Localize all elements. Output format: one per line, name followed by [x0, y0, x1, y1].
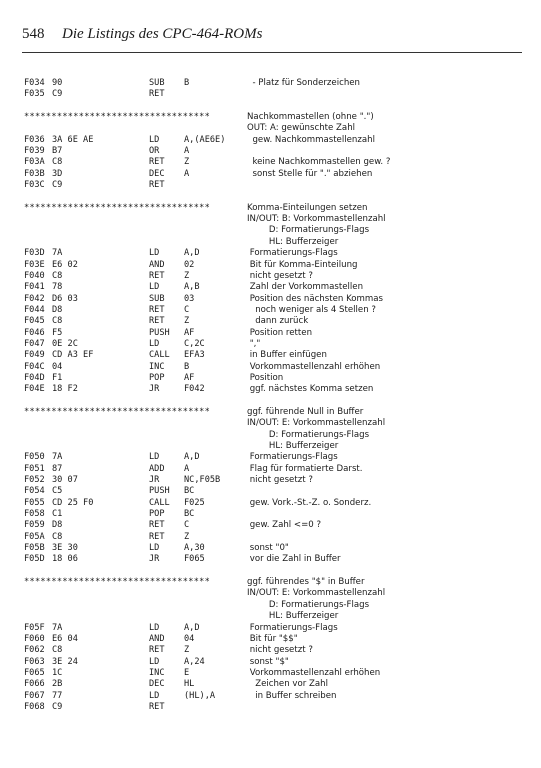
opcode-bytes: C5 [52, 486, 63, 497]
address: F05B [24, 543, 45, 554]
mnemonic: LD [149, 282, 160, 293]
comment: D: Formatierungs-Flags [247, 225, 370, 236]
mnemonic: JR [149, 475, 160, 486]
code-line [24, 78, 524, 89]
operand: 02 [184, 259, 195, 270]
mnemonic: JR [149, 554, 160, 565]
code-line [24, 657, 524, 668]
operand: AF [184, 327, 195, 338]
opcode-bytes: CD 25 F0 [52, 497, 94, 508]
code-line [24, 169, 524, 180]
mnemonic: DEC [149, 168, 165, 179]
comment: Formatierungs-Flags [247, 248, 338, 259]
address: F049 [24, 350, 45, 361]
operand: Z [184, 316, 190, 327]
blank-line [24, 566, 524, 577]
operand: Z [184, 531, 190, 542]
code-line [24, 271, 524, 282]
comment: in Buffer schreiben [247, 690, 337, 701]
opcode-bytes: C8 [52, 531, 63, 542]
mnemonic: LD [149, 622, 160, 633]
comment: Formatierungs-Flags [247, 622, 338, 633]
operand: C [184, 304, 190, 315]
operand: A,D [184, 622, 200, 633]
address: F050 [24, 452, 45, 463]
address: F05D [24, 554, 45, 565]
address: F03A [24, 157, 45, 168]
mnemonic: RET [149, 157, 165, 168]
address: F03D [24, 248, 45, 259]
opcode-bytes: CD A3 EF [52, 350, 94, 361]
page-number: 548 [22, 26, 45, 42]
operand: B [184, 78, 190, 88]
address: F04D [24, 372, 45, 383]
mnemonic: ADD [149, 463, 165, 474]
code-line [24, 588, 524, 599]
comment: Bit für Komma-Einteilung [247, 259, 358, 270]
code-line [24, 123, 524, 134]
comment: OUT: A: gewünschte Zahl [247, 123, 356, 134]
code-line [24, 418, 524, 429]
comment: in Buffer einfügen [247, 350, 327, 361]
opcode-bytes: C1 [52, 509, 63, 520]
code-line [24, 520, 524, 531]
opcode-bytes: 78 [52, 282, 63, 293]
address: F03E [24, 259, 45, 270]
mnemonic: JR [149, 384, 160, 395]
code-line [24, 328, 524, 339]
separator-line [24, 112, 524, 123]
comment: - Platz für Sonderzeichen [247, 78, 361, 88]
code-line [24, 611, 524, 622]
star-separator: ********************************** [24, 577, 211, 588]
operand: A,D [184, 452, 200, 463]
code-line [24, 430, 524, 441]
code-line [24, 691, 524, 702]
mnemonic: RET [149, 304, 165, 315]
address: F036 [24, 134, 45, 145]
mnemonic: PUSH [149, 486, 170, 497]
mnemonic: LD [149, 452, 160, 463]
opcode-bytes: 30 07 [52, 475, 78, 486]
address: F035 [24, 89, 45, 100]
code-line [24, 305, 524, 316]
comment: IN/OUT: E: Vorkommastellenzahl [247, 418, 386, 429]
opcode-bytes: C9 [52, 180, 63, 191]
comment: D: Formatierungs-Flags [247, 429, 370, 440]
opcode-bytes: D6 03 [52, 293, 78, 304]
comment: D: Formatierungs-Flags [247, 599, 370, 610]
comment: Bit für "$$" [247, 633, 298, 644]
comment: IN/OUT: B: Vorkommastellenzahl [247, 214, 386, 225]
comment: Flag für formatierte Darst. [247, 463, 363, 474]
operand: A,B [184, 282, 200, 293]
code-line [24, 260, 524, 271]
opcode-bytes: C8 [52, 316, 63, 327]
address: F047 [24, 338, 45, 349]
opcode-bytes: 2B [52, 679, 63, 690]
address: F055 [24, 497, 45, 508]
operand: A,D [184, 248, 200, 259]
operand: Z [184, 270, 190, 281]
opcode-bytes: D8 [52, 520, 63, 531]
comment: Vorkommastellenzahl erhöhen [247, 667, 381, 678]
code-line [24, 248, 524, 259]
address: F054 [24, 486, 45, 497]
address: F067 [24, 690, 45, 701]
mnemonic: RET [149, 645, 165, 656]
operand: A,24 [184, 656, 205, 667]
address: F059 [24, 520, 45, 531]
mnemonic: LD [149, 134, 160, 145]
operand: F042 [184, 384, 205, 395]
code-line [24, 237, 524, 248]
section-heading: ggf. führende Null in Buffer [247, 406, 364, 417]
comment: Zahl der Vorkommastellen [247, 282, 364, 293]
opcode-bytes: F1 [52, 372, 63, 383]
comment: gew. Zahl <=0 ? [247, 520, 322, 531]
opcode-bytes: 87 [52, 463, 63, 474]
mnemonic: CALL [149, 350, 170, 361]
operand: C,2C [184, 338, 205, 349]
address: F062 [24, 645, 45, 656]
mnemonic: INC [149, 361, 165, 372]
section-heading: ggf. führendes "$" in Buffer [247, 577, 365, 588]
comment: sonst Stelle für "." abziehen [247, 168, 373, 179]
mnemonic: RET [149, 316, 165, 327]
opcode-bytes: D8 [52, 304, 63, 315]
mnemonic: CALL [149, 497, 170, 508]
operand: E [184, 667, 190, 678]
code-line [24, 498, 524, 509]
code-line [24, 452, 524, 463]
address: F03C [24, 180, 45, 191]
opcode-bytes: C8 [52, 645, 63, 656]
address: F039 [24, 146, 45, 157]
comment: noch weniger als 4 Stellen ? [247, 304, 376, 315]
star-separator: ********************************** [24, 406, 211, 417]
address: F051 [24, 463, 45, 474]
code-line [24, 554, 524, 565]
code-line [24, 441, 524, 452]
operand: B [184, 361, 190, 372]
code-line [24, 475, 524, 486]
mnemonic: OR [149, 146, 160, 157]
page-header [22, 26, 521, 48]
code-line [24, 384, 524, 395]
opcode-bytes: 3E 30 [52, 543, 78, 554]
comment: IN/OUT: E: Vorkommastellenzahl [247, 588, 386, 599]
mnemonic: RET [149, 520, 165, 531]
operand: BC [184, 509, 195, 520]
address: F04C [24, 361, 45, 372]
opcode-bytes: 18 F2 [52, 384, 78, 395]
code-line [24, 634, 524, 645]
separator-line [24, 577, 524, 588]
opcode-bytes: 7A [52, 622, 63, 633]
opcode-bytes: C9 [52, 701, 63, 712]
address: F058 [24, 509, 45, 520]
opcode-bytes: 3E 24 [52, 656, 78, 667]
operand: A [184, 168, 190, 179]
opcode-bytes: B7 [52, 146, 63, 157]
mnemonic: LD [149, 248, 160, 259]
address: F045 [24, 316, 45, 327]
opcode-bytes: 7A [52, 248, 63, 259]
comment: nicht gesetzt ? [247, 270, 313, 281]
code-line [24, 225, 524, 236]
opcode-bytes: 0E 2C [52, 338, 78, 349]
code-line [24, 89, 524, 100]
code-line [24, 645, 524, 656]
opcode-bytes: 90 [52, 78, 63, 88]
code-line [24, 214, 524, 225]
star-separator: ********************************** [24, 202, 211, 213]
code-line [24, 623, 524, 634]
comment: dann zurück [247, 316, 309, 327]
operand: 04 [184, 633, 195, 644]
comment: nicht gesetzt ? [247, 645, 313, 656]
code-line [24, 339, 524, 350]
code-line [24, 464, 524, 475]
mnemonic: POP [149, 509, 165, 520]
code-line [24, 350, 524, 361]
mnemonic: RET [149, 180, 165, 191]
address: F05F [24, 622, 45, 633]
address: F065 [24, 667, 45, 678]
opcode-bytes: 04 [52, 361, 63, 372]
code-line [24, 362, 524, 373]
address: F03B [24, 168, 45, 179]
comment: Position des nächsten Kommas [247, 293, 384, 304]
mnemonic: AND [149, 633, 165, 644]
running-title: Die Listings des CPC-464-ROMs [62, 26, 263, 42]
code-line [24, 532, 524, 543]
code-line [24, 282, 524, 293]
mnemonic: RET [149, 270, 165, 281]
comment: gew. Nachkommastellenzahl [247, 134, 375, 145]
address: F044 [24, 304, 45, 315]
address: F060 [24, 633, 45, 644]
comment: HL: Bufferzeiger [247, 611, 339, 622]
comment: Position retten [247, 327, 313, 338]
blank-line [24, 396, 524, 407]
code-line [24, 135, 524, 146]
mnemonic: LD [149, 543, 160, 554]
operand: F065 [184, 554, 205, 565]
comment: Formatierungs-Flags [247, 452, 338, 463]
address: F034 [24, 78, 45, 88]
address: F046 [24, 327, 45, 338]
address: F066 [24, 679, 45, 690]
operand: A [184, 463, 190, 474]
comment: gew. Vork.-St.-Z. o. Sonderz. [247, 497, 372, 508]
opcode-bytes: E6 04 [52, 633, 78, 644]
address: F05A [24, 531, 45, 542]
operand: C [184, 520, 190, 531]
operand: EFA3 [184, 350, 205, 361]
mnemonic: POP [149, 372, 165, 383]
opcode-bytes: 3A 6E AE [52, 134, 94, 145]
operand: Z [184, 645, 190, 656]
comment: Position [247, 372, 284, 383]
operand: A,(AE6E) [184, 134, 226, 145]
section-heading: Nachkommastellen (ohne ".") [247, 112, 374, 123]
mnemonic: LD [149, 690, 160, 701]
opcode-bytes: 77 [52, 690, 63, 701]
opcode-bytes: C8 [52, 157, 63, 168]
operand: A,30 [184, 543, 205, 554]
operand: A [184, 146, 190, 157]
operand: F025 [184, 497, 205, 508]
comment: Vorkommastellenzahl erhöhen [247, 361, 381, 372]
section-heading: Komma-Einteilungen setzen [247, 202, 368, 213]
blank-line [24, 191, 524, 202]
code-line [24, 294, 524, 305]
code-line [24, 146, 524, 157]
comment: HL: Bufferzeiger [247, 441, 339, 451]
address: F063 [24, 656, 45, 667]
code-line [24, 679, 524, 690]
code-line [24, 668, 524, 679]
opcode-bytes: C9 [52, 89, 63, 100]
operand: BC [184, 486, 195, 497]
comment: Zeichen vor Zahl [247, 679, 328, 690]
opcode-bytes: E6 02 [52, 259, 78, 270]
comment: HL: Bufferzeiger [247, 236, 339, 247]
code-line [24, 373, 524, 384]
address: F04E [24, 384, 45, 395]
opcode-bytes: F5 [52, 327, 63, 338]
mnemonic: LD [149, 338, 160, 349]
mnemonic: PUSH [149, 327, 170, 338]
operand: Z [184, 157, 190, 168]
separator-line [24, 407, 524, 418]
blank-line [24, 101, 524, 112]
mnemonic: RET [149, 701, 165, 712]
mnemonic: DEC [149, 679, 165, 690]
code-line [24, 509, 524, 520]
opcode-bytes: 3D [52, 168, 63, 179]
operand: NC,F05B [184, 475, 221, 486]
comment: sonst "$" [247, 656, 289, 667]
mnemonic: SUB [149, 78, 165, 88]
opcode-bytes: 7A [52, 452, 63, 463]
operand: (HL),A [184, 690, 216, 701]
code-line [24, 543, 524, 554]
code-line [24, 316, 524, 327]
assembly-listing [24, 78, 524, 713]
address: F068 [24, 701, 45, 712]
code-line [24, 157, 524, 168]
code-line [24, 600, 524, 611]
header-rule [22, 52, 522, 53]
mnemonic: AND [149, 259, 165, 270]
separator-line [24, 203, 524, 214]
code-line [24, 702, 524, 713]
address: F041 [24, 282, 45, 293]
mnemonic: SUB [149, 293, 165, 304]
comment: keine Nachkommastellen gew. ? [247, 157, 391, 168]
comment: nicht gesetzt ? [247, 475, 313, 486]
operand: HL [184, 679, 195, 690]
code-line [24, 486, 524, 497]
address: F052 [24, 475, 45, 486]
opcode-bytes: 18 06 [52, 554, 78, 565]
mnemonic: RET [149, 531, 165, 542]
opcode-bytes: C8 [52, 270, 63, 281]
address: F042 [24, 293, 45, 304]
opcode-bytes: 1C [52, 667, 63, 678]
comment: "," [247, 338, 261, 349]
mnemonic: INC [149, 667, 165, 678]
star-separator: ********************************** [24, 112, 211, 123]
operand: 03 [184, 293, 195, 304]
comment: vor die Zahl in Buffer [247, 554, 341, 565]
comment: sonst "0" [247, 543, 289, 554]
comment: ggf. nächstes Komma setzen [247, 384, 374, 395]
mnemonic: RET [149, 89, 165, 100]
address: F040 [24, 270, 45, 281]
operand: AF [184, 372, 195, 383]
code-line [24, 180, 524, 191]
mnemonic: LD [149, 656, 160, 667]
